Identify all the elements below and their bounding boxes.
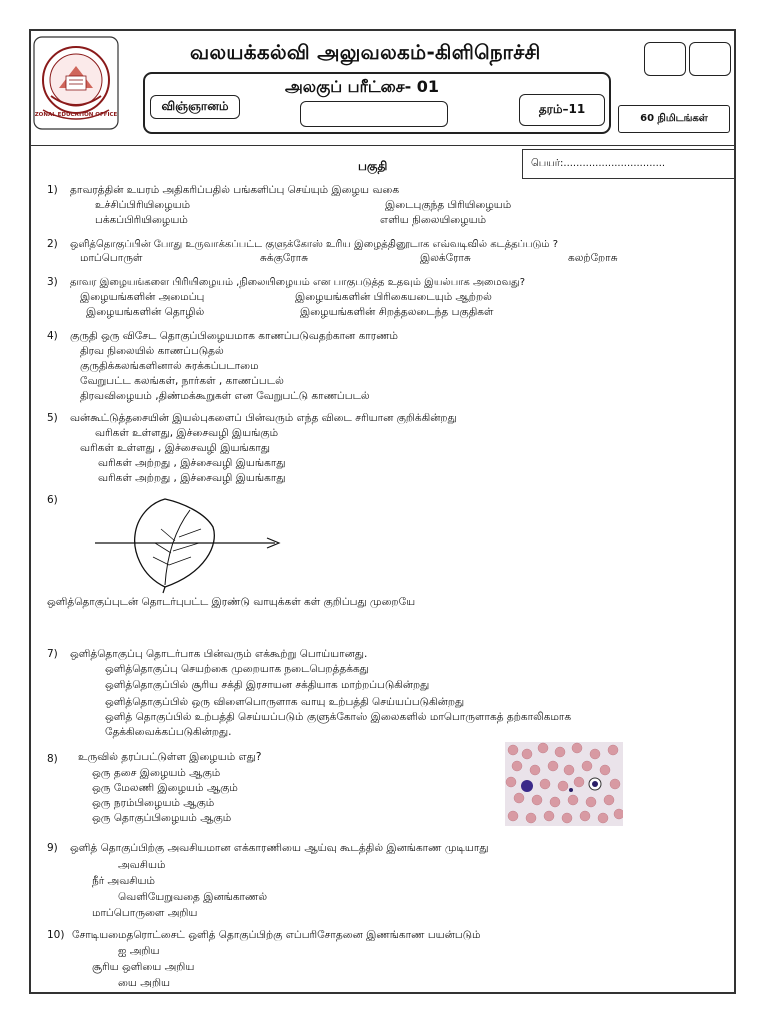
header-divider bbox=[31, 145, 734, 146]
q8-option-2[interactable]: ஒரு மேலணி இழையம் ஆகும் bbox=[92, 782, 238, 794]
q9-option-2[interactable]: நீர் அவசியம் bbox=[92, 875, 155, 887]
q8-option-4[interactable]: ஒரு தொகுப்பிழையம் ஆகும் bbox=[92, 812, 232, 824]
blood-tissue-image bbox=[505, 742, 623, 826]
q10-option-2[interactable]: சூரிய ஒளியை அறிய bbox=[92, 961, 195, 973]
logo-caption: ZONAL EDUCATION OFFICE bbox=[34, 112, 118, 118]
q1-text: தாவரத்தின் உயரம் அதிகரிப்பதில் பங்களிப்பு செய்யும் இழைய வகை bbox=[70, 184, 400, 196]
q9-number: 9) bbox=[47, 842, 58, 854]
q3-option-2[interactable]: இழையங்களின் பிரிகையடையும் ஆற்றல் bbox=[295, 291, 492, 303]
q7-number: 7) bbox=[47, 648, 58, 660]
q7-option-4[interactable]: ஒளித் தொகுப்பில் உற்பத்தி செய்யப்படும் குளுக்கோஸ் இலைகளில் மாபொருளாகத் தற்காலிகமாக bbox=[105, 711, 572, 723]
q1-option-1[interactable]: உச்சிப்பிரியிழையம் bbox=[95, 199, 191, 211]
q4-text: குருதி ஒரு விசேட தொகுப்பிழையமாக காணப்படுவதற்கான காரணம் bbox=[70, 330, 399, 342]
q9-option-1[interactable]: அவசியம் bbox=[118, 859, 166, 871]
q4-option-1[interactable]: திரவ நிலையில் காணப்படுதல் bbox=[80, 345, 224, 357]
q7-text: ஒளித்தொகுப்பு தொடர்பாக பின்வரும் எக்கூற்று பொய்யானது. bbox=[70, 648, 368, 660]
q10-number: 10) bbox=[47, 929, 65, 941]
q3-option-3[interactable]: இழையங்களின் தொழில் bbox=[86, 306, 205, 318]
q8-text: உருவில் தரப்பட்டுள்ள இழையம் எது? bbox=[78, 751, 262, 763]
q1-option-2[interactable]: இடைபுகுந்த பிரியிழையம் bbox=[385, 199, 512, 211]
q8-number: 8) bbox=[47, 753, 58, 765]
name-label: பெயர்:................................ bbox=[531, 158, 666, 169]
mark-box-1 bbox=[644, 42, 686, 76]
q8-option-1[interactable]: ஒரு தசை இழையம் ஆகும் bbox=[92, 767, 221, 779]
subject-label bbox=[150, 95, 240, 119]
subject-text: விஞ்ஞானம் bbox=[161, 99, 229, 113]
q5-option-2[interactable]: வரிகள் உள்ளது , இச்சைவழி இயங்காது bbox=[80, 442, 270, 454]
q7-option-1[interactable]: ஒளித்தொகுப்பு செயற்கை முறையாக நடைபெறத்தக்கது bbox=[105, 663, 369, 675]
q5-option-3[interactable]: வரிகள் அற்றது , இச்சைவழி இயங்காது bbox=[98, 457, 286, 469]
section-title: பகுதி bbox=[358, 159, 388, 173]
q4-option-3[interactable]: வேறுபட்ட கலங்கள், நார்கள் , காணப்படல் bbox=[80, 375, 284, 387]
q7-option-4-cont: தேக்கிவைக்கப்படுகின்றது. bbox=[105, 726, 232, 738]
name-field[interactable] bbox=[522, 149, 735, 179]
q1-number: 1) bbox=[47, 184, 58, 196]
q2-text: ஒளித்தொகுப்பின் போது உருவாக்கப்பட்ட குளுக்கோஸ் உரிய இழைத்தினூடாக எவ்வடிவில் கடத்தப்படும் ? bbox=[70, 239, 559, 250]
leaf-diagram bbox=[95, 495, 285, 595]
q10-text: சோடியமைதரொட்சைட் ஒளித் தொகுப்பிற்கு எப்பரிசோதனை இணங்காண பயன்படும் bbox=[72, 929, 481, 941]
grade-text: தரம்–11 bbox=[538, 102, 586, 116]
q4-option-2[interactable]: குருதிக்கலங்களினால் சுரக்கப்படாமை bbox=[80, 360, 259, 372]
q6-number: 6) bbox=[47, 494, 58, 506]
q9-option-4[interactable]: மாப்பொருளை அறிய bbox=[92, 907, 198, 919]
q1-option-3[interactable]: பக்கப்பிரியிழையம் bbox=[95, 214, 188, 226]
q5-text: வன்கூட்டுத்தசையின் இயல்புகளைப் பின்வரும் எந்த விடை சரியான குறிக்கின்றது bbox=[70, 412, 457, 424]
q5-number: 5) bbox=[47, 412, 58, 424]
office-title: வலயக்கல்வி அலுவலகம்-கிளிநொச்சி bbox=[190, 40, 541, 64]
q10-option-3[interactable]: யை அறிய bbox=[118, 977, 170, 989]
q2-option-3[interactable]: இலக்ரோசு bbox=[420, 252, 471, 264]
q7-option-2[interactable]: ஒளித்தொகுப்பில் சூரிய சக்தி இரசாயன சக்தியாக மாற்றப்படுகின்றது bbox=[105, 679, 430, 691]
index-number-box[interactable] bbox=[300, 101, 448, 127]
q9-option-3[interactable]: வெளியேறுவதை இனங்காணல் bbox=[118, 891, 268, 903]
q1-option-4[interactable]: எளிய நிலையிழையம் bbox=[380, 214, 487, 226]
mark-box-2 bbox=[689, 42, 731, 76]
q2-option-1[interactable]: மாப்பொருள் bbox=[80, 252, 143, 264]
duration-label bbox=[618, 105, 730, 133]
q7-option-3[interactable]: ஒளித்தொகுப்பில் ஒரு விளைபொருளாக வாயு உற்பத்தி செய்யப்படுகின்றது bbox=[105, 696, 465, 708]
q4-option-4[interactable]: திரவவிழையம் ,திண்மக்கூறுகள் என வேறுபட்டு காணப்படல் bbox=[80, 390, 370, 402]
exam-title: அலகுப் பரீட்சை- 01 bbox=[285, 77, 440, 96]
q10-option-1[interactable]: ஐ அறிய bbox=[118, 945, 160, 957]
q3-text: தாவர இழையங்களை பிரியிழையம் ,நிலையிழையம் என பாகுபடுத்த உதவும் இயல்பாக அமைவது? bbox=[70, 277, 526, 288]
grade-label bbox=[519, 94, 605, 126]
q2-number: 2) bbox=[47, 238, 58, 250]
q2-option-2[interactable]: சுக்குரோசு bbox=[260, 252, 309, 264]
q5-option-4[interactable]: வரிகள் அற்றது , இச்சைவழி இயங்காது bbox=[98, 472, 286, 484]
duration-text: 60 நிமிடங்கள் bbox=[640, 113, 708, 124]
q8-option-3[interactable]: ஒரு நரம்பிழையம் ஆகும் bbox=[92, 797, 215, 809]
q5-option-1[interactable]: வரிகள் உள்ளது, இச்சைவழி இயங்கும் bbox=[95, 427, 279, 439]
q6-text: ஒளித்தொகுப்புடன் தொடர்புபட்ட இரண்டு வாயுக்கள் கள் குறிப்பது முறையே bbox=[47, 596, 416, 608]
q2-option-4[interactable]: கலற்றோசு bbox=[568, 252, 618, 264]
q4-number: 4) bbox=[47, 330, 58, 342]
q3-number: 3) bbox=[47, 276, 58, 288]
q9-text: ஒளித் தொகுப்பிற்கு அவசியமான எக்காரணியை ஆய்வு கூடத்தில் இனங்காண முடியாது bbox=[70, 842, 489, 854]
q3-option-1[interactable]: இழையங்களின் அமைப்பு bbox=[80, 291, 205, 303]
q3-option-4[interactable]: இழையங்களின் சிறத்தலடைந்த பகுதிகள் bbox=[300, 306, 494, 318]
